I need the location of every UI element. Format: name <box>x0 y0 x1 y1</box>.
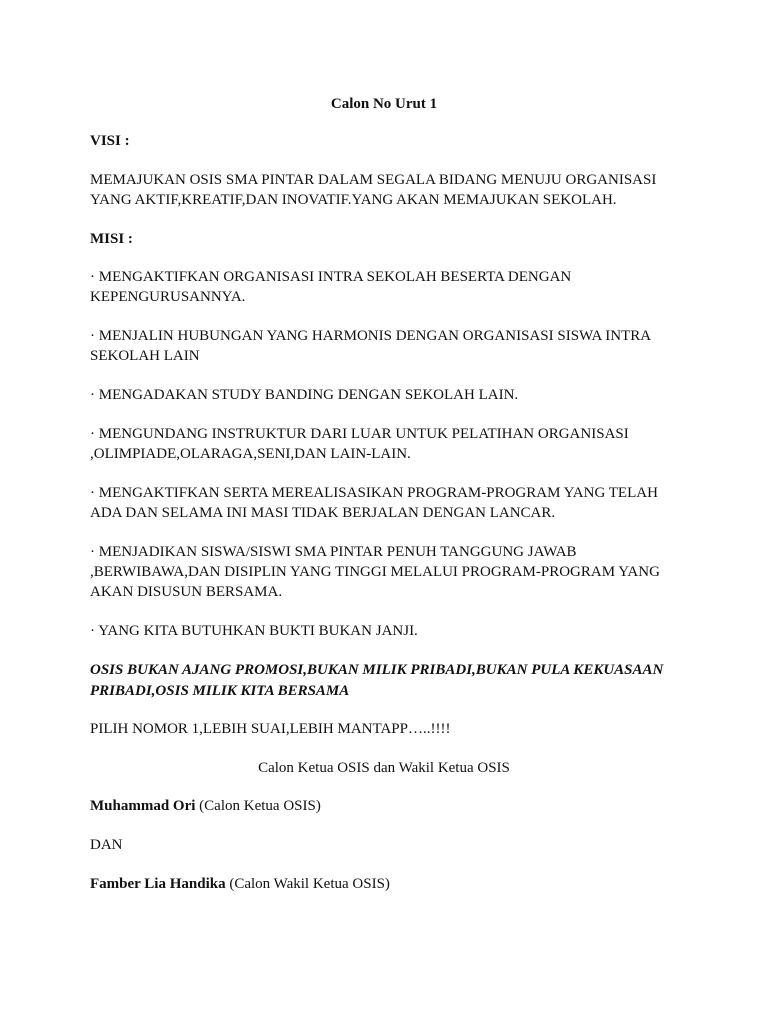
slogan-line-1: OSIS BUKAN AJANG PROMOSI,BUKAN MILIK PRIBADI,BUKAN PULA KEKUASAAN <box>90 662 664 678</box>
visi-line-2: YANG AKTIF,KREATIF,DAN INOVATIF.YANG AKAN MEMAJUKAN SEKOLAH. <box>90 192 617 208</box>
visi-heading: VISI : <box>90 133 130 149</box>
misi-item-2-line-2: SEKOLAH LAIN <box>90 348 200 364</box>
misi-item-4-line-2: ,OLIMPIADE,OLARAGA,SENI,DAN LAIN-LAIN. <box>90 446 411 462</box>
misi-item-6-line-1: · MENJADIKAN SISWA/SISWI SMA PINTAR PENUH TANGGUNG JAWAB <box>90 544 577 560</box>
misi-item-4-line-1: · MENGUNDANG INSTRUKTUR DARI LUAR UNTUK PELATIHAN ORGANISASI <box>90 426 629 442</box>
misi-item-1-line-1: · MENGAKTIFKAN ORGANISASI INTRA SEKOLAH BESERTA DENGAN <box>90 269 572 285</box>
slogan-line-2: PRIBADI,OSIS MILIK KITA BERSAMA <box>90 683 350 699</box>
connector-text: DAN <box>90 837 123 853</box>
candidate-1 <box>90 796 321 816</box>
document-title: Calon No Urut 1 <box>330 96 438 112</box>
misi-item-5-line-1: · MENGAKTIFKAN SERTA MEREALISASIKAN PROGRAM-PROGRAM YANG TELAH <box>90 485 658 501</box>
misi-item-6-line-2: ,BERWIBAWA,DAN DISIPLIN YANG TINGGI MELALUI PROGRAM-PROGRAM YANG <box>90 564 660 580</box>
call-to-action: PILIH NOMOR 1,LEBIH SUAI,LEBIH MANTAPP…..!!!! <box>90 721 451 737</box>
misi-heading: MISI : <box>90 231 133 247</box>
misi-item-6-line-3: AKAN DISUSUN BERSAMA. <box>90 584 283 600</box>
candidate-1-role: (Calon Ketua OSIS) <box>195 798 321 814</box>
candidates-heading: Calon Ketua OSIS dan Wakil Ketua OSIS <box>258 760 510 776</box>
candidate-2-role: (Calon Wakil Ketua OSIS) <box>225 876 390 892</box>
misi-item-1-line-2: KEPENGURUSANNYA. <box>90 289 246 305</box>
misi-item-7-line-1: · YANG KITA BUTUHKAN BUKTI BUKAN JANJI. <box>90 623 418 639</box>
candidate-2 <box>90 874 390 894</box>
candidate-1-name: Muhammad Ori <box>90 798 196 814</box>
misi-item-2-line-1: · MENJALIN HUBUNGAN YANG HARMONIS DENGAN ORGANISASI SISWA INTRA <box>90 328 652 344</box>
candidate-2-name: Famber Lia Handika <box>90 876 226 892</box>
visi-line-1: MEMAJUKAN OSIS SMA PINTAR DALAM SEGALA BIDANG MENUJU ORGANISASI <box>90 172 657 188</box>
misi-item-5-line-2: ADA DAN SELAMA INI MASI TIDAK BERJALAN DENGAN LANCAR. <box>90 505 556 521</box>
misi-item-3-line-1: · MENGADAKAN STUDY BANDING DENGAN SEKOLAH LAIN. <box>90 387 519 403</box>
